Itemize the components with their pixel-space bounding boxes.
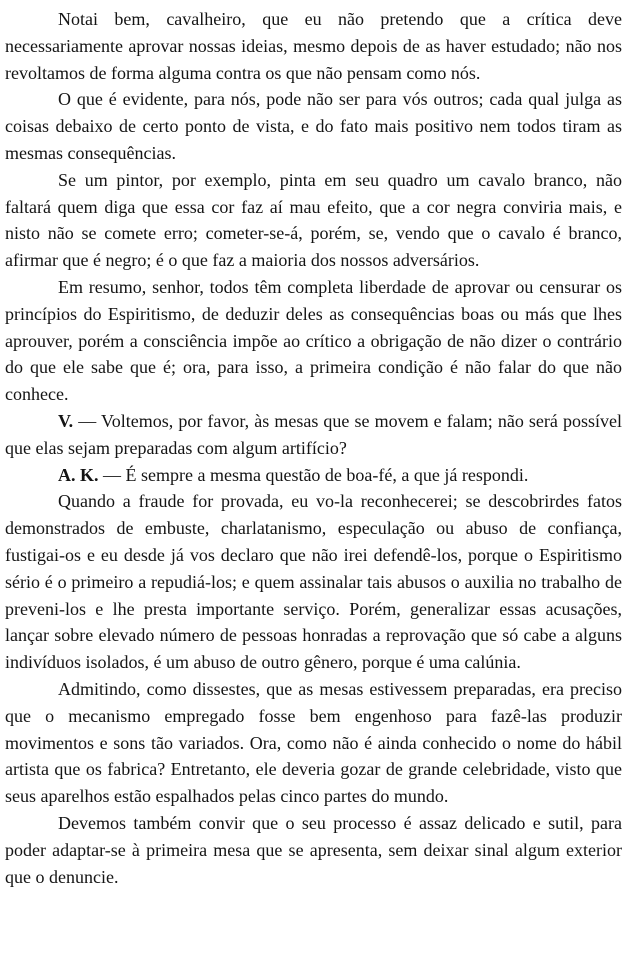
paragraph-text: O que é evidente, para nós, pode não ser para vós outros; cada qual julga as coisas debaixo de certo ponto de vista, e do fato mais positivo nem todos tiram as mesmas consequências. [5, 89, 622, 163]
paragraph-2 [5, 86, 622, 166]
paragraph-text: Quando a fraude for provada, eu vo-la reconhecerei; se descobrirdes fatos demonstrados de embuste, charlatanismo, especulação ou abuso de confiança, fustigai-os e eu desde já vos declaro que não irei defendê-los, porque o Espiritismo sério é o primeiro a repudiá-los; e quem assinalar tais abusos o auxilia no trabalho de preveni-los e lhe presta importante serviço. Porém, generalizar essas acusações, lançar sobre elevado número de pessoas honradas a reprovação que só cabe a alguns indivíduos isolados, é um abuso de outro gênero, porque é uma calúnia. [5, 491, 622, 673]
paragraph-7 [5, 488, 622, 676]
paragraph-text: Se um pintor, por exemplo, pinta em seu quadro um cavalo branco, não faltará quem diga que essa cor faz aí mau efeito, que a cor negra conviria mais, e nisto não se comete erro; cometer-se-á, porém, se, vendo que o cavalo é branco, afirmar que é negro; é o que faz a maioria dos nossos adversários. [5, 169, 622, 271]
dialogue-ak [5, 462, 622, 489]
paragraph-text: Admitindo, como dissestes, que as mesas estivessem preparadas, era preciso que o mecanismo empregado fosse bem engenhoso para fazê-las produzir movimentos e sons tão variados. Ora, como não é ainda conhecido o nome do hábil artista que os fabrica? Entretanto, ele deveria gozar de grande celebridade, visto que seus aparelhos estão espalhados pelas cinco partes do mundo. [5, 678, 622, 807]
document-page [5, 6, 622, 890]
paragraph-3 [5, 167, 622, 274]
speaker-label: V. [58, 410, 74, 431]
paragraph-4 [5, 274, 622, 408]
paragraph-8 [5, 676, 622, 810]
paragraph-text: — É sempre a mesma questão de boa-fé, a que já respondi. [98, 464, 529, 485]
dialogue-visitor [5, 408, 622, 462]
paragraph-text: — Voltemos, por favor, às mesas que se movem e falam; não será possível que elas sejam preparadas com algum artifício? [5, 410, 622, 458]
paragraph-text: Notai bem, cavalheiro, que eu não pretendo que a crítica deve necessariamente aprovar nossas ideias, mesmo depois de as haver estudado; não nos revoltamos de forma alguma contra os que não pensam como nós. [5, 9, 622, 83]
paragraph-9 [5, 810, 622, 890]
paragraph-1 [5, 6, 622, 86]
speaker-label: A. K. [58, 464, 99, 485]
paragraph-text: Devemos também convir que o seu processo é assaz delicado e sutil, para poder adaptar-se à primeira mesa que se apresenta, sem deixar sinal algum exterior que o denuncie. [5, 812, 622, 887]
paragraph-text: Em resumo, senhor, todos têm completa liberdade de aprovar ou censurar os princípios do Espiritismo, de deduzir deles as consequências boas ou más que lhes aprouver, porém a consciência impõe ao crítico a obrigação de não dizer o contrário do que ele sabe que é; ora, para isso, a primeira condição é não falar do que não conhece. [5, 276, 622, 405]
